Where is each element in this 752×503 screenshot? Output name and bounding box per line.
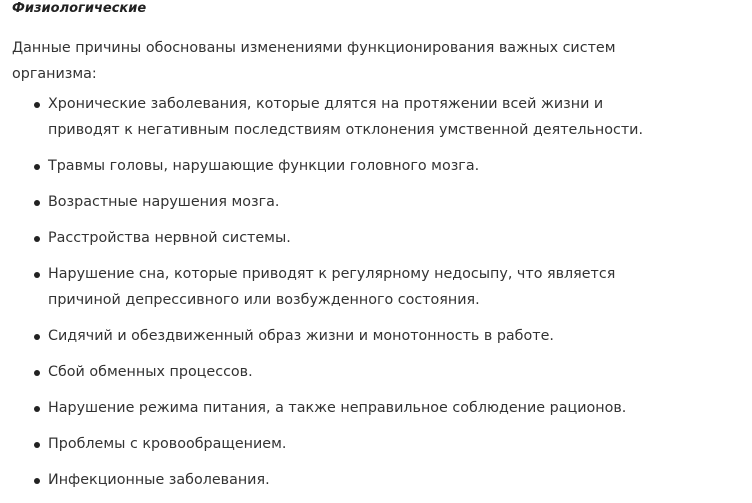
list-item: [12, 431, 742, 457]
bullet-icon: [34, 406, 40, 412]
list-item: [12, 467, 742, 493]
list-item: [12, 225, 742, 251]
list-item-text: Сидячий и обездвиженный образ жизни и монотонность в работе.: [48, 328, 554, 344]
bullet-icon: [34, 236, 40, 242]
list-item-text: Проблемы с кровообращением.: [48, 436, 287, 452]
list-item-text: Хронические заболевания, которые длятся на протяжении всей жизни и приводят к негативным последствиям отклонения умственной деятельности.: [48, 96, 644, 138]
causes-list: [12, 91, 742, 493]
list-item: [12, 395, 742, 421]
list-item: [12, 261, 648, 313]
list-item: [12, 359, 742, 385]
bullet-icon: [34, 272, 40, 278]
list-item-text: Травмы головы, нарушающие функции головного мозга.: [48, 158, 480, 174]
list-item-text: Возрастные нарушения мозга.: [48, 194, 280, 210]
list-item: [12, 323, 742, 349]
bullet-icon: [34, 102, 40, 108]
bullet-icon: [34, 442, 40, 448]
article-section: [12, 0, 742, 503]
bullet-icon: [34, 478, 40, 484]
list-item-text: Расстройства нервной системы.: [48, 230, 291, 246]
list-item-text: Нарушение режима питания, а также неправильное соблюдение рационов.: [48, 400, 627, 416]
list-item: [12, 153, 742, 179]
intro-paragraph: Данные причины обоснованы изменениями функционирования важных систем организма:: [12, 40, 616, 82]
list-item-text: Инфекционные заболевания.: [48, 472, 270, 488]
bullet-icon: [34, 334, 40, 340]
section-heading: Физиологические: [12, 1, 147, 16]
list-item-text: Сбой обменных процессов.: [48, 364, 253, 380]
list-item: [12, 189, 742, 215]
list-item-text: Нарушение сна, которые приводят к регулярному недосыпу, что является причиной депрессивного или возбужденного состояния.: [48, 266, 616, 308]
list-item: [12, 91, 678, 143]
bullet-icon: [34, 200, 40, 206]
bullet-icon: [34, 164, 40, 170]
bullet-icon: [34, 370, 40, 376]
